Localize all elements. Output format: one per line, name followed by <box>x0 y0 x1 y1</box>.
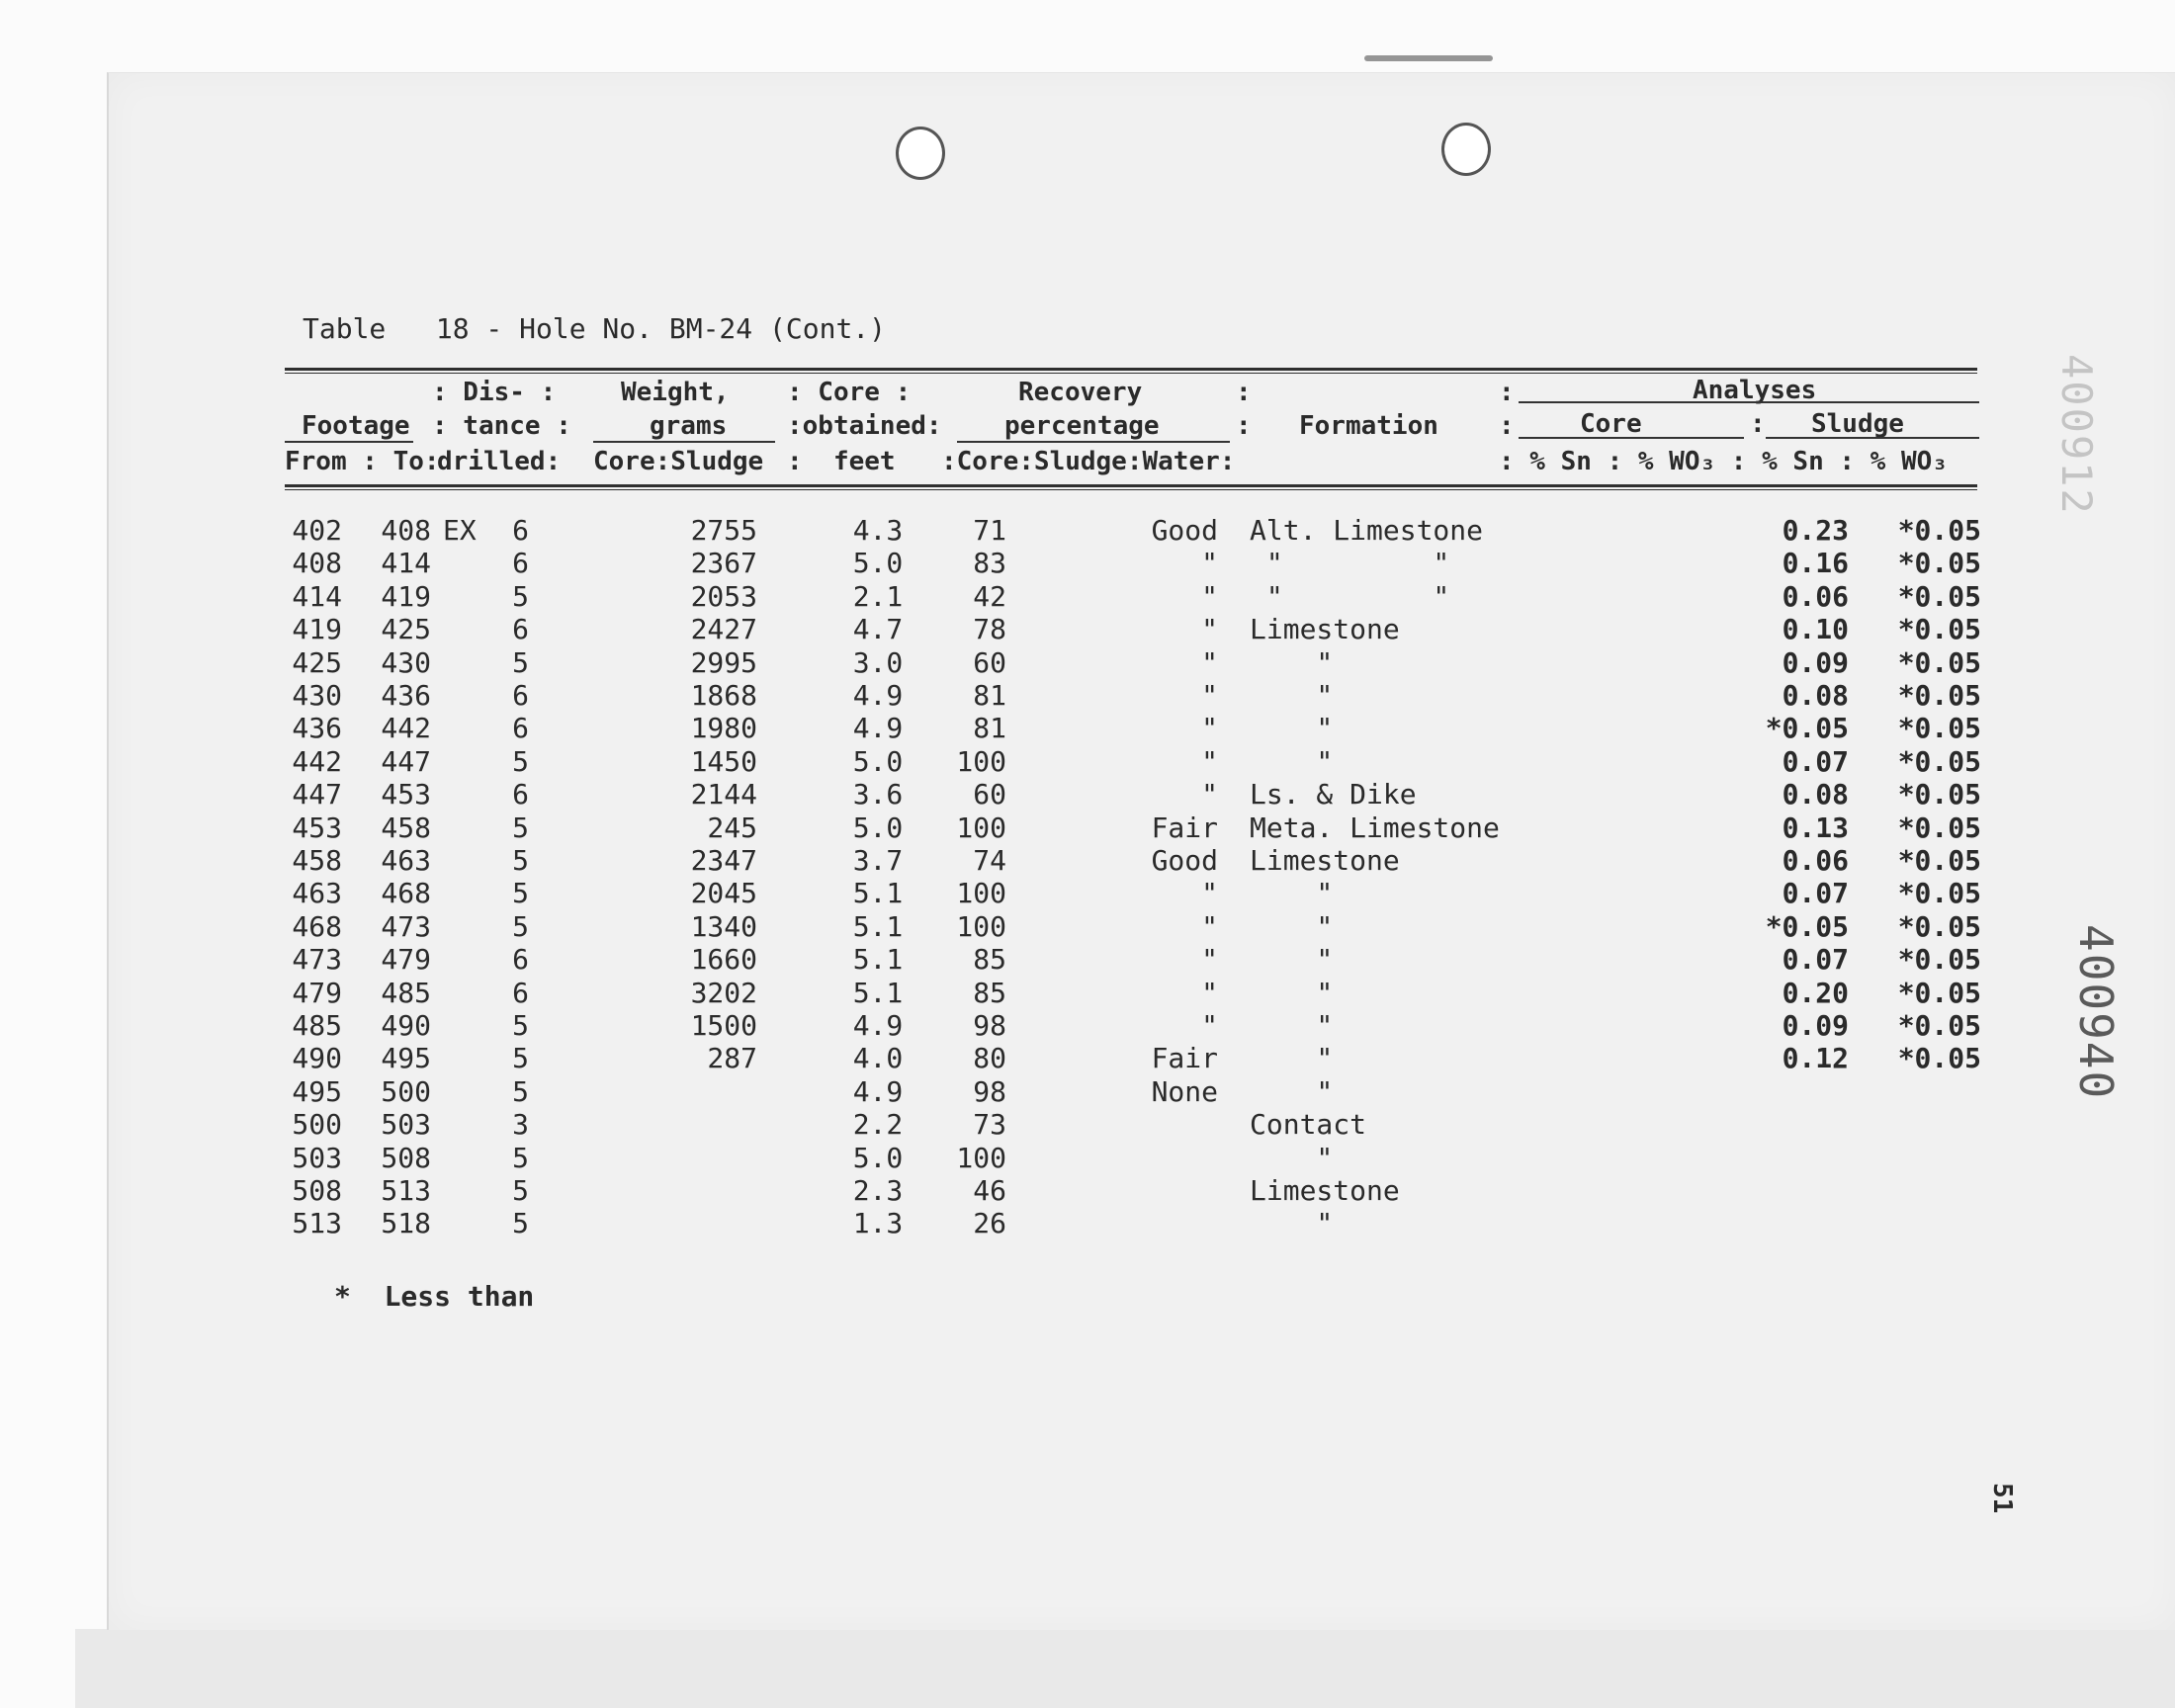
sludge-sn-cell: 0.20 <box>1782 976 1849 1009</box>
recovery-water-cell: " <box>1201 712 1218 745</box>
footage-from-cell: 419 <box>292 613 342 646</box>
table-row <box>0 778 2175 811</box>
distance-drilled-cell: 6 <box>512 613 529 646</box>
footage-to-cell: 485 <box>381 976 431 1009</box>
footage-from-cell: 479 <box>292 976 342 1009</box>
recovery-core-cell: 81 <box>973 679 1006 712</box>
sludge-sn-cell: 0.08 <box>1782 778 1849 811</box>
footage-from-cell: 430 <box>292 679 342 712</box>
core-feet-cell: 5.1 <box>852 976 904 1009</box>
footage-to-cell: 458 <box>381 811 431 844</box>
sludge-sn-cell: 0.23 <box>1782 514 1849 547</box>
footage-from-cell: 468 <box>292 909 342 943</box>
sludge-wo3-cell: *0.05 <box>1897 645 1981 679</box>
footage-from-cell: 485 <box>292 1009 342 1042</box>
formation-cell: " <box>1250 712 1334 745</box>
distance-drilled-cell: 6 <box>512 514 529 547</box>
sludge-wo3-cell: *0.05 <box>1897 909 1981 943</box>
header-bottom-rule <box>285 484 1977 487</box>
recovery-water-cell: None <box>1151 1074 1218 1108</box>
header-analyses: Analyses <box>1693 376 1817 405</box>
footage-from-cell: 414 <box>292 579 342 613</box>
recovery-core-cell: 98 <box>973 1009 1006 1042</box>
weight-sludge-cell: 2995 <box>690 645 757 679</box>
distance-drilled-cell: 6 <box>512 778 529 811</box>
weight-underline <box>593 441 775 443</box>
formation-cell: Contact <box>1250 1108 1367 1142</box>
core-group-underline <box>1519 437 1744 439</box>
page-number: 51 <box>1987 1483 2017 1514</box>
header-top-rule <box>285 368 1977 371</box>
recovery-core-cell: 74 <box>973 844 1006 877</box>
footage-to-cell: 447 <box>381 744 431 778</box>
footage-to-cell: 508 <box>381 1141 431 1174</box>
footage-to-cell: 408 <box>381 514 431 547</box>
footage-to-cell: 442 <box>381 712 431 745</box>
core-feet-cell: 5.1 <box>852 943 904 977</box>
core-feet-cell: 2.2 <box>852 1108 904 1142</box>
core-feet-cell: 4.9 <box>852 679 904 712</box>
recovery-core-cell: 100 <box>956 877 1006 910</box>
core-feet-cell: 5.1 <box>852 909 904 943</box>
footage-to-cell: 468 <box>381 877 431 910</box>
core-feet-cell: 5.1 <box>852 877 904 910</box>
header-recovery-3: :Core:Sludge:Water: <box>941 447 1236 476</box>
footage-to-cell: 490 <box>381 1009 431 1042</box>
footage-from-cell: 436 <box>292 712 342 745</box>
recovery-core-cell: 26 <box>973 1207 1006 1240</box>
recovery-core-cell: 73 <box>973 1108 1006 1142</box>
table-row <box>0 1174 2175 1207</box>
ink-smudge <box>1364 55 1493 61</box>
table-row <box>0 1142 2175 1174</box>
table-row <box>0 910 2175 943</box>
recovery-water-cell: " <box>1201 1009 1218 1042</box>
header-separator-3: : <box>1236 411 1252 441</box>
footage-from-cell: 402 <box>292 514 342 547</box>
sludge-wo3-cell: *0.05 <box>1897 579 1981 613</box>
recovery-core-cell: 85 <box>973 943 1006 977</box>
sludge-sn-cell: 0.16 <box>1782 547 1849 580</box>
footage-to-cell: 479 <box>381 943 431 977</box>
formation-cell: " <box>1250 1009 1334 1042</box>
recovery-core-cell: 100 <box>956 909 1006 943</box>
table-row <box>0 580 2175 613</box>
footage-to-cell: 436 <box>381 679 431 712</box>
sludge-wo3-cell: *0.05 <box>1897 712 1981 745</box>
table-row <box>0 1075 2175 1108</box>
header-distance-3: drilled: <box>437 447 562 476</box>
recovery-core-cell: 42 <box>973 579 1006 613</box>
footage-from-cell: 425 <box>292 645 342 679</box>
core-feet-cell: 1.3 <box>852 1207 904 1240</box>
recovery-core-cell: 83 <box>973 547 1006 580</box>
core-feet-cell: 5.0 <box>852 811 904 844</box>
formation-cell: " <box>1250 976 1334 1009</box>
table-row <box>0 811 2175 844</box>
recovery-core-cell: 100 <box>956 744 1006 778</box>
core-feet-cell: 3.6 <box>852 778 904 811</box>
header-distance-1: : Dis- : <box>432 378 557 407</box>
recovery-water-cell: " <box>1201 877 1218 910</box>
core-feet-cell: 4.9 <box>852 712 904 745</box>
footage-from-cell: 500 <box>292 1108 342 1142</box>
sludge-sn-cell: 0.09 <box>1782 1009 1849 1042</box>
distance-drilled-cell: 5 <box>512 1174 529 1207</box>
footage-from-cell: 463 <box>292 877 342 910</box>
recovery-water-cell: Fair <box>1151 1042 1218 1075</box>
footnote: * Less than <box>334 1280 535 1313</box>
table-row <box>0 547 2175 579</box>
sludge-sn-cell: 0.06 <box>1782 579 1849 613</box>
distance-drilled-cell: 6 <box>512 976 529 1009</box>
distance-drilled-cell: 6 <box>512 547 529 580</box>
distance-drilled-cell: 5 <box>512 1074 529 1108</box>
core-feet-cell: 5.0 <box>852 744 904 778</box>
sludge-wo3-cell: *0.05 <box>1897 877 1981 910</box>
footage-from-cell: 408 <box>292 547 342 580</box>
table-row <box>0 613 2175 645</box>
formation-cell: Meta. Limestone <box>1250 811 1500 844</box>
header-from-to: From : To: <box>285 447 440 476</box>
distance-drilled-cell: 5 <box>512 645 529 679</box>
table-row <box>0 745 2175 778</box>
header-formation: Formation <box>1299 411 1438 441</box>
core-feet-cell: 2.1 <box>852 579 904 613</box>
weight-sludge-cell: 1340 <box>690 909 757 943</box>
recovery-water-cell: Good <box>1151 514 1218 547</box>
formation-cell: " <box>1250 1074 1334 1108</box>
distance-drilled-cell: 5 <box>512 579 529 613</box>
sludge-sn-cell: 0.13 <box>1782 811 1849 844</box>
sludge-wo3-cell: *0.05 <box>1897 976 1981 1009</box>
formation-cell: " <box>1250 645 1334 679</box>
sludge-sn-cell: *0.05 <box>1765 712 1849 745</box>
footage-from-cell: 513 <box>292 1207 342 1240</box>
formation-cell: Limestone <box>1250 1174 1400 1207</box>
distance-drilled-cell: 6 <box>512 712 529 745</box>
core-feet-cell: 5.0 <box>852 1141 904 1174</box>
recovery-water-cell: " <box>1201 744 1218 778</box>
sludge-wo3-cell: *0.05 <box>1897 547 1981 580</box>
header-distance-2: : tance : <box>432 411 571 441</box>
recovery-core-cell: 71 <box>973 514 1006 547</box>
footage-underline <box>285 441 413 443</box>
distance-drilled-cell: 6 <box>512 943 529 977</box>
sludge-group-underline <box>1766 437 1979 439</box>
footage-from-cell: 458 <box>292 844 342 877</box>
header-weight-2: grams <box>650 411 728 441</box>
table-caption: Table 18 - Hole No. BM-24 (Cont.) <box>303 312 887 345</box>
core-feet-cell: 4.9 <box>852 1074 904 1108</box>
distance-drilled-cell: 5 <box>512 744 529 778</box>
footage-from-cell: 453 <box>292 811 342 844</box>
formation-cell: " <box>1250 877 1334 910</box>
formation-cell: Limestone <box>1250 613 1400 646</box>
footage-from-cell: 508 <box>292 1174 342 1207</box>
recovery-core-cell: 46 <box>973 1174 1006 1207</box>
sludge-sn-cell: 0.07 <box>1782 943 1849 977</box>
recovery-water-cell: " <box>1201 547 1218 580</box>
sludge-sn-cell: 0.06 <box>1782 844 1849 877</box>
formation-cell: " <box>1250 1141 1334 1174</box>
core-feet-cell: 3.0 <box>852 645 904 679</box>
table-row <box>0 943 2175 976</box>
formation-cell: Ls. & Dike <box>1250 778 1417 811</box>
header-separator-4: : <box>1499 411 1515 441</box>
header-top-rule-2 <box>285 373 1977 374</box>
recovery-core-cell: 60 <box>973 778 1006 811</box>
weight-sludge-cell: 3202 <box>690 976 757 1009</box>
distance-drilled-cell: 3 <box>512 1108 529 1142</box>
sludge-wo3-cell: *0.05 <box>1897 778 1981 811</box>
header-separator-1: : <box>1236 378 1252 407</box>
footage-to-cell: 513 <box>381 1174 431 1207</box>
footage-to-cell: 425 <box>381 613 431 646</box>
distance-drilled-cell: 5 <box>512 1042 529 1075</box>
weight-sludge-cell: 1500 <box>690 1009 757 1042</box>
header-weight-1: Weight, <box>621 378 730 407</box>
distance-drilled-cell: 6 <box>512 679 529 712</box>
sludge-sn-cell: 0.07 <box>1782 877 1849 910</box>
distance-drilled-cell: 5 <box>512 1141 529 1174</box>
sludge-wo3-cell: *0.05 <box>1897 1009 1981 1042</box>
footage-to-cell: 503 <box>381 1108 431 1142</box>
recovery-water-cell: " <box>1201 976 1218 1009</box>
distance-drilled-cell: 5 <box>512 811 529 844</box>
footage-from-cell: 503 <box>292 1141 342 1174</box>
recovery-water-cell: Fair <box>1151 811 1218 844</box>
recovery-water-cell: " <box>1201 778 1218 811</box>
footage-from-cell: 447 <box>292 778 342 811</box>
bit-size-cell: EX <box>443 514 477 547</box>
footage-from-cell: 442 <box>292 744 342 778</box>
footage-to-cell: 495 <box>381 1042 431 1075</box>
recovery-water-cell: " <box>1201 909 1218 943</box>
recovery-water-cell: " <box>1201 613 1218 646</box>
sludge-wo3-cell: *0.05 <box>1897 744 1981 778</box>
weight-sludge-cell: 1450 <box>690 744 757 778</box>
weight-sludge-cell: 2053 <box>690 579 757 613</box>
footage-from-cell: 490 <box>292 1042 342 1075</box>
header-core-3: : feet <box>787 447 926 476</box>
formation-cell: " <box>1250 909 1334 943</box>
table-row <box>0 679 2175 712</box>
core-feet-cell: 4.9 <box>852 1009 904 1042</box>
weight-sludge-cell: 2755 <box>690 514 757 547</box>
sludge-wo3-cell: *0.05 <box>1897 943 1981 977</box>
weight-sludge-cell: 245 <box>707 811 757 844</box>
weight-sludge-cell: 2045 <box>690 877 757 910</box>
table-row <box>0 1207 2175 1239</box>
weight-sludge-cell: 2347 <box>690 844 757 877</box>
sludge-wo3-cell: *0.05 <box>1897 844 1981 877</box>
formation-cell: Limestone <box>1250 844 1400 877</box>
formation-cell: " <box>1250 1042 1334 1075</box>
table-row <box>0 877 2175 909</box>
header-analyses-cols: : % Sn : % WO₃ : % Sn : % WO₃ <box>1499 447 1948 476</box>
table-row <box>0 1042 2175 1074</box>
sludge-wo3-cell: *0.05 <box>1897 811 1981 844</box>
footage-to-cell: 430 <box>381 645 431 679</box>
header-sludge-group: Sludge <box>1811 409 1904 439</box>
table-row <box>0 514 2175 547</box>
recovery-core-cell: 100 <box>956 1141 1006 1174</box>
core-feet-cell: 4.0 <box>852 1042 904 1075</box>
header-recovery-2: percentage <box>1004 411 1160 441</box>
header-separator-5: : <box>1750 409 1766 439</box>
recovery-core-cell: 81 <box>973 712 1006 745</box>
core-feet-cell: 4.7 <box>852 613 904 646</box>
distance-drilled-cell: 5 <box>512 1009 529 1042</box>
recovery-core-cell: 60 <box>973 645 1006 679</box>
footage-to-cell: 453 <box>381 778 431 811</box>
formation-cell: " " <box>1250 579 1450 613</box>
recovery-core-cell: 98 <box>973 1074 1006 1108</box>
distance-drilled-cell: 5 <box>512 844 529 877</box>
scanner-bed <box>75 1629 2175 1708</box>
archive-stamp: 400940 <box>2069 924 2123 1101</box>
footage-to-cell: 518 <box>381 1207 431 1240</box>
sludge-sn-cell: 0.09 <box>1782 645 1849 679</box>
sludge-wo3-cell: *0.05 <box>1897 613 1981 646</box>
footage-to-cell: 419 <box>381 579 431 613</box>
sludge-sn-cell: *0.05 <box>1765 909 1849 943</box>
footage-to-cell: 500 <box>381 1074 431 1108</box>
weight-sludge-cell: 2427 <box>690 613 757 646</box>
formation-cell: " <box>1250 1207 1334 1240</box>
weight-sludge-cell: 1868 <box>690 679 757 712</box>
formation-cell: " <box>1250 679 1334 712</box>
sludge-wo3-cell: *0.05 <box>1897 514 1981 547</box>
core-feet-cell: 4.3 <box>852 514 904 547</box>
recovery-water-cell: Good <box>1151 844 1218 877</box>
sludge-sn-cell: 0.10 <box>1782 613 1849 646</box>
header-recovery-1: Recovery <box>1018 378 1143 407</box>
weight-sludge-cell: 287 <box>707 1042 757 1075</box>
archive-stamp-faint: 400912 <box>2052 354 2101 516</box>
formation-cell: " <box>1250 943 1334 977</box>
recovery-water-cell: " <box>1201 943 1218 977</box>
sludge-wo3-cell: *0.05 <box>1897 1042 1981 1075</box>
table-row <box>0 646 2175 679</box>
table-row <box>0 977 2175 1009</box>
footage-to-cell: 463 <box>381 844 431 877</box>
header-bottom-rule-2 <box>285 489 1977 490</box>
header-weight-3: Core:Sludge <box>593 447 764 476</box>
table-row <box>0 1009 2175 1042</box>
core-feet-cell: 2.3 <box>852 1174 904 1207</box>
punch-hole-right <box>1441 123 1491 176</box>
weight-sludge-cell: 1660 <box>690 943 757 977</box>
recovery-water-cell: " <box>1201 579 1218 613</box>
recovery-core-cell: 78 <box>973 613 1006 646</box>
table-row <box>0 712 2175 744</box>
table-row <box>0 844 2175 877</box>
recovery-core-cell: 100 <box>956 811 1006 844</box>
weight-sludge-cell: 1980 <box>690 712 757 745</box>
sludge-sn-cell: 0.12 <box>1782 1042 1849 1075</box>
footage-from-cell: 473 <box>292 943 342 977</box>
formation-cell: Alt. Limestone <box>1250 514 1484 547</box>
footage-from-cell: 495 <box>292 1074 342 1108</box>
distance-drilled-cell: 5 <box>512 909 529 943</box>
sludge-sn-cell: 0.08 <box>1782 679 1849 712</box>
table-row <box>0 1108 2175 1141</box>
weight-sludge-cell: 2144 <box>690 778 757 811</box>
punch-hole-left <box>896 127 945 180</box>
recovery-core-cell: 80 <box>973 1042 1006 1075</box>
recovery-underline <box>957 441 1230 443</box>
formation-cell: " <box>1250 744 1334 778</box>
footage-to-cell: 473 <box>381 909 431 943</box>
recovery-water-cell: " <box>1201 679 1218 712</box>
header-core-group: Core <box>1580 409 1642 439</box>
header-core-2: :obtained: <box>787 411 942 441</box>
footage-to-cell: 414 <box>381 547 431 580</box>
recovery-core-cell: 85 <box>973 976 1006 1009</box>
analyses-underline <box>1519 401 1979 403</box>
header-core-1: : Core : <box>787 378 912 407</box>
recovery-water-cell: " <box>1201 645 1218 679</box>
core-feet-cell: 3.7 <box>852 844 904 877</box>
header-separator-2: : <box>1499 378 1515 407</box>
sludge-wo3-cell: *0.05 <box>1897 679 1981 712</box>
sludge-sn-cell: 0.07 <box>1782 744 1849 778</box>
distance-drilled-cell: 5 <box>512 1207 529 1240</box>
distance-drilled-cell: 5 <box>512 877 529 910</box>
weight-sludge-cell: 2367 <box>690 547 757 580</box>
formation-cell: " " <box>1250 547 1450 580</box>
header-footage: Footage <box>302 411 410 441</box>
core-feet-cell: 5.0 <box>852 547 904 580</box>
